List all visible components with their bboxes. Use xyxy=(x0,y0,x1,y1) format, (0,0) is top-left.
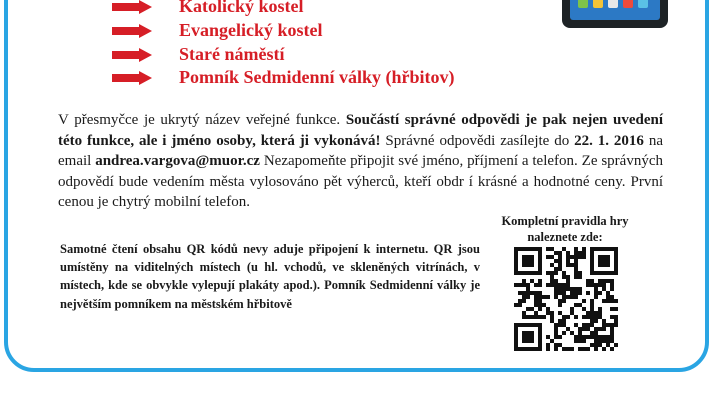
paragraph-text: na email xyxy=(58,132,663,169)
paragraph-text: V přesmyčce je ukrytý název veřejné funkce. xyxy=(58,112,346,128)
email-address: andrea.vargova@muor.cz xyxy=(95,153,260,169)
red-arrow-icon xyxy=(112,24,152,38)
location-label: Katolický kostel xyxy=(179,0,304,16)
red-arrow-icon xyxy=(112,0,152,14)
paragraph-text: Správné odpovědi zasílejte do xyxy=(380,132,575,149)
red-arrow-icon xyxy=(112,48,152,62)
location-label: Pomník Sedmidenní války (hřbitov) xyxy=(179,67,455,87)
instructions-paragraph xyxy=(58,110,663,213)
list-item xyxy=(112,0,304,17)
list-item xyxy=(112,20,323,41)
qr-caption: Kompletní pravidla hry naleznete zde: xyxy=(501,214,629,244)
paragraph-bold: Součástí správné odpovědi je pak nejen uvedení této funkce, ale i jméno osoby, která ji vykonává! xyxy=(58,112,664,149)
smartphone-icon xyxy=(560,0,670,30)
qr-code-icon xyxy=(514,247,618,351)
location-label: Staré náměstí xyxy=(179,44,285,64)
deadline-date: 22. 1. 2016 xyxy=(574,132,644,149)
red-arrow-icon xyxy=(112,71,152,85)
paragraph-text: Nezapomeňte připojit své jméno, příjmení a telefon. Ze správných odpovědí bude vedením města vylosováno pět výherců, kteří obdr í krásné a hodnotné ceny. První cenou je chytrý mobilní telefon. xyxy=(58,153,663,210)
location-label: Evangelický kostel xyxy=(179,20,323,40)
list-item xyxy=(112,44,284,65)
qr-note: Samotné čtení obsahu QR kódů nevy aduje připojení k internetu. QR jsou umístěny na viditelných místech (u hl. vchodů, ve skleněných vitrínách, v místech, kde se obvykle vylepují plakáty apod.). Pomník Sedmidenní války je největším pomníkem na městském hřbitově xyxy=(60,242,480,311)
list-item xyxy=(112,67,455,88)
